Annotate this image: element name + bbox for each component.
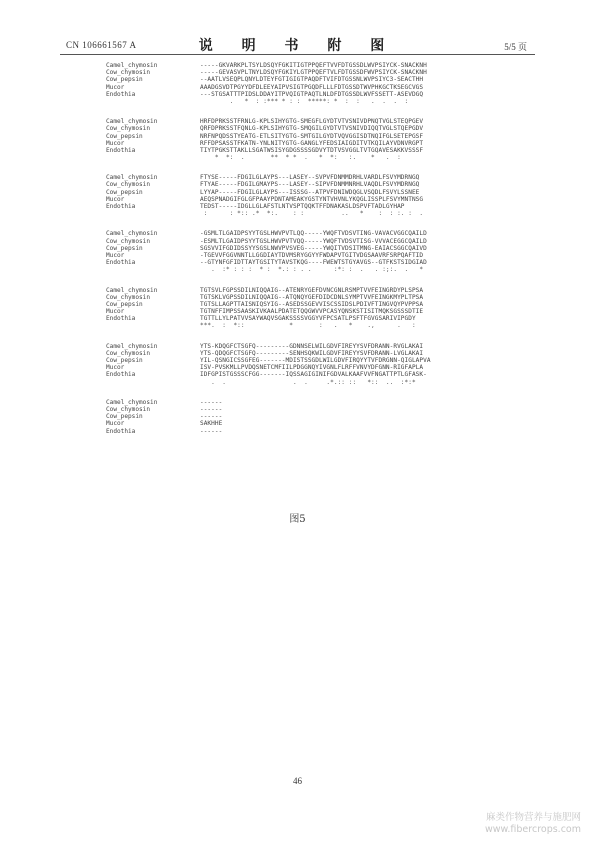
sequence-residues: ------ [200,398,223,406]
sequence-name [106,154,200,161]
sequence-row [106,371,546,378]
sequence-row [106,238,546,245]
sequence-row [106,357,546,364]
sequence-name: Mucor [106,195,125,203]
sequence-residues: NRFNPQDSSTYEATG-ETLSITYGTG-SMTGILGYDTVQVGGISDTNQIFGLSETEPGSF [200,132,424,140]
consensus-row [106,210,546,217]
sequence-name: Cow_pepsin [106,300,143,308]
sequence-row [106,196,546,203]
sequence-residues: TGTSLLAGPTTAISNIQSYIG--ASEDSSGEVVISCSSIDSLPDIVFTINGVQYPVPPSA [200,300,424,308]
sequence-row [106,413,546,420]
sequence-name: Mucor [106,420,125,428]
sequence-name: Cow_chymosin [106,293,151,301]
consensus-symbols: . * : :*** * : : *****: * : : . . . : [200,97,427,105]
sequence-name: Cow_chymosin [106,349,151,357]
sequence-residues: -----GEVASVPLTNYLDSQYFGKIYLGTPPQEFTVLFDTGSSDFWVPSIYCK-SNACKNH [200,69,427,77]
page-number: 46 [293,776,302,786]
consensus-symbols: * *: . ** * * . * *: :. * . : [200,154,416,162]
sequence-name: Camel_chymosin [106,62,158,69]
sequence-residues: AAADGSVDTPGYYDFDLEEYAIPVSIGTPGQDFLLLFDTGSSDTWVPHKGCTKSEGCVGS [200,83,424,91]
header-divider [60,54,535,55]
sequence-residues: ---STGSATTTPIDSLDDAYITPVQIGTPAQTLNLDFDTGSSDLWVFSSETT-ASEVDGQ [200,90,424,98]
sequence-row [106,252,546,259]
sequence-row [106,294,546,301]
sequence-name: Endothia [106,259,136,267]
sequence-name: Cow_pepsin [106,188,143,196]
sequence-row [106,84,546,91]
sequence-name: Mucor [106,139,125,147]
sequence-residues: AEQSPNADGIFGLGFPAAYPDNTAMEAKYGSTYNTVHVNLYKQGLISSPLFSVYMNTNSG [200,195,424,203]
sequence-name: Cow_chymosin [106,181,151,189]
sequence-name [106,98,200,105]
sequence-name: Endothia [106,427,136,435]
sequence-residues: -----GKVARKPLTSYLDSQYFGKITIGTPPQEFTVVFDTGSSDLWVPSIYCK-SNACKNH [200,62,427,69]
consensus-symbols: . :* : : : * : *.: : . . :*: : . . :;:. . * [200,266,427,274]
sequence-name: Camel_chymosin [106,398,158,406]
sequence-row [106,259,546,266]
sequence-name: Cow_pepsin [106,244,143,252]
alignment-block [106,118,546,161]
sequence-row [106,140,546,147]
alignment-block [106,230,546,273]
sequence-name: Endothia [106,315,136,323]
watermark-site-name: 麻类作物营养与施肥网 [485,812,581,823]
sequence-row [106,287,546,294]
sequence-residues: TGTSVLFGPSSDILNIQQAIG--ATENRYGEFDVNCGNLRSMPTVVFEINGRDYPLSPSA [200,286,424,294]
sequence-alignment [106,62,546,448]
sequence-row [106,230,546,237]
sequence-residues: TGTNFFIMPSSAASKIVKAALPDATETQQGWVVPCASYQNSKSTISITMQKSGSSSDTIE [200,308,424,316]
sequence-residues: YIL-QSNGICSSGFEG-------MDISTSSGDLWILGDVFIRQYYTVFDRGNN-QIGLAPVA [200,357,431,364]
sequence-residues: TGTTLLYLPATVVSAYWAQVSGAKSSSSVGGYVFPCSATLPSFTFGVGSARIVIPGDY [200,315,416,323]
sequence-row [106,69,546,76]
sequence-name: Camel_chymosin [106,230,158,238]
sequence-name: Cow_pepsin [106,132,143,140]
sequence-name: Cow_pepsin [106,413,143,421]
sequence-residues: -TGEVVFGGVNNTLLGGDIAYTDVMSRYGGYYFWDAPVTGITVDGSAAVRFSRPQAFTID [200,251,424,259]
consensus-symbols: : : *:: .* *:. : : .. * : : :. : . [200,210,427,218]
document-title: 说 明 书 附 图 [198,38,397,54]
alignment-block [106,343,546,386]
sequence-row [106,245,546,252]
alignment-block [106,287,546,330]
sequence-name: Cow_pepsin [106,357,143,364]
sequence-residues: SGSVVIFGDIDSSYYSGSLNWVPVSVEG-----YWQITVDSITMNG-EAIACSGGCQAIVD [200,244,427,252]
sequence-residues: YTS-KDQGFCTSGFQ---------GDNNSELWILGDVFIREYYSVFDRANN-RVGLAKAI [200,342,424,350]
sequence-row [106,133,546,140]
sequence-row [106,189,546,196]
sequence-name: Cow_chymosin [106,237,151,245]
sequence-name: Camel_chymosin [106,342,158,350]
sequence-row [106,174,546,181]
sequence-name: Mucor [106,364,125,372]
sequence-residues: YTS-QDQGFCTSGFQ---------SENHSQKWILGDVFIREYYSVFDRANN-LVGLAKAI [200,349,424,357]
consensus-symbols: ***. : *:: * : . * ., . : [200,322,424,330]
sequence-residues: SAKHHE [200,420,223,428]
sequence-residues: --AATLVSEQPLQNYLDTEYFGTIGIGTPAQDFTVIFDTGSSNLWVPSIYC3-SEACTHH [200,76,424,84]
sequence-row [106,301,546,308]
sequence-residues: RFFDPSASSTFKATN-YNLNITYGTG-GANGLYFEDSIAIGDITVTKQILAYVDNVRGPT [200,139,424,147]
sequence-residues: QRFDPRKSSTFQNLG-KPLSIHYGTG-SMQGILGYDTVTVSNIVDIQQTVGLSTQEPGDV [200,125,424,133]
sequence-name: Mucor [106,83,125,91]
publication-number: CN 106661567 A [66,40,137,50]
sequence-residues: -GSMLTLGAIDPSYYTGSLHWVPVTLQQ-----YWQFTVDSVTING-VAVACVGGCQAILD [200,230,427,238]
sequence-name: Camel_chymosin [106,286,158,294]
sequence-row [106,308,546,315]
consensus-row [106,98,546,105]
sequence-name: Endothia [106,146,136,154]
sequence-residues: TEDST-----IDGLLGLAFSTLNTVSPTQQKTFFDNAKASLDSPVFTADLGYHAP [200,203,405,210]
sequence-residues: ISV-PVSKMLLPVDQSNETCMFIILPDGGNQYIVGNLFLRFFVNVYDFGNN-RIGFAPLA [200,364,424,372]
consensus-symbols: . . . . .*.:: :: *:: .. :*:* [200,378,424,386]
sequence-row [106,343,546,350]
sequence-name: Endothia [106,90,136,98]
sequence-name: Mucor [106,308,125,316]
sequence-row [106,147,546,154]
sequence-row [106,91,546,98]
consensus-row [106,379,546,386]
watermark-url: www.fibercrops.com [484,824,581,835]
page-indicator: 5/5 页 [504,42,527,52]
sequence-residues: LYYAP-----FDGILGLAYPS---ISSSG--ATPVFDNIWDQGLVSQDLFSVYLSSNEE [200,188,420,196]
sequence-row [106,350,546,357]
sequence-residues: ------ [200,427,223,435]
consensus-row [106,154,546,161]
sequence-name: Camel_chymosin [106,174,158,182]
figure-caption: 图5 [289,514,306,525]
sequence-name [106,379,200,386]
sequence-residues: -ESMLTLGAIDPSYYTGSLHWVPVTVQQ-----YWQFTVDSVTISG-VVVACEGGCQAILD [200,237,427,245]
sequence-name: Endothia [106,371,136,379]
sequence-residues: ------ [200,405,223,413]
sequence-residues: ------ [200,413,223,421]
sequence-row [106,315,546,322]
sequence-row [106,118,546,125]
sequence-residues: FTYSE-----FDGILGLAYPS---LASEY--SVPVFDNMMDRHLVARDLFSVYMDRNGQ [200,174,420,182]
sequence-row [106,428,546,435]
sequence-row [106,125,546,132]
consensus-row [106,322,546,329]
sequence-name: Mucor [106,251,125,259]
sequence-row [106,181,546,188]
sequence-row [106,399,546,406]
sequence-residues: TIYTPGKSTTAKLLSGATWSISYGDGSSSSGDVYTDTVSVGGLTVTGQAVESAKKVSSSF [200,146,424,154]
sequence-row [106,203,546,210]
sequence-name: Cow_pepsin [106,76,143,84]
sequence-name: Endothia [106,203,136,210]
sequence-residues: FTYAE-----FDGILGMAYPS---LASEY--SIPVFDNMMNRHLVAQDLFSVYMDRNGQ [200,181,420,189]
sequence-residues: HRFDPRKSSTFRNLG-KPLSIHYGTG-SMEGFLGYDTVTVSNIVDPNQTVGLSTEQPGEV [200,118,424,126]
sequence-name: Camel_chymosin [106,118,158,126]
sequence-row [106,76,546,83]
sequence-name: Cow_chymosin [106,405,151,413]
sequence-residues: TGTSKLVGPSSDILNIQQAIG--ATQNQYGEFDIDCDNLSYMPTVVFEINGKMYPLTPSA [200,293,424,301]
sequence-name [106,322,200,329]
sequence-row [106,62,546,69]
sequence-row [106,364,546,371]
sequence-name [106,266,200,273]
sequence-name: Cow_chymosin [106,125,151,133]
sequence-name [106,210,200,217]
sequence-residues: --GTYNFGFIDTTAYTGSITYTAVSTKQG----FWEWTSTGYAVGS--GTFKSTSIDGIAD [200,259,427,267]
sequence-residues: IDFGPISTGSSSCFGG-------IQSSAGIGINIFGDVALKAAFVVFNGATTPTLGFASK- [200,371,427,379]
alignment-block [106,62,546,105]
sequence-name: Cow_chymosin [106,69,151,77]
alignment-block [106,174,546,217]
alignment-block [106,399,546,435]
sequence-row [106,406,546,413]
sequence-row [106,420,546,427]
watermark [485,812,581,836]
consensus-row [106,266,546,273]
